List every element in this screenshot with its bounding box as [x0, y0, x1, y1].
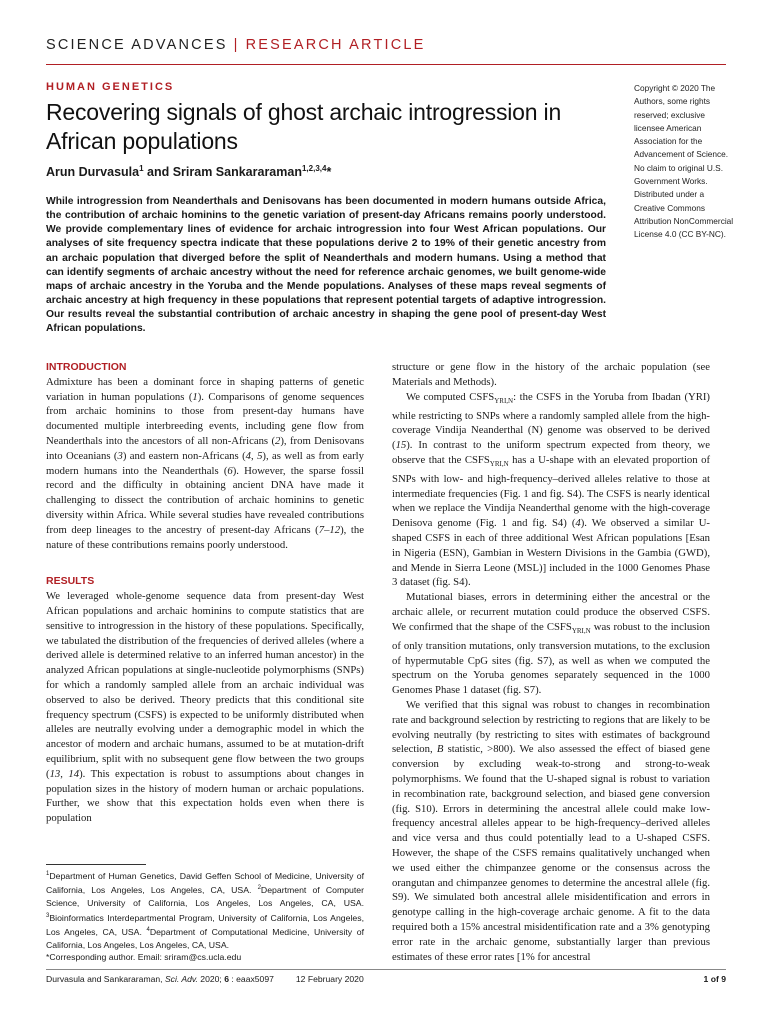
- text-run: We verified that this signal was robust to changes in recombination rate and background selection by restricting to regions that are likely to be evolving neutrally (by restricting to sites with estimates of background selection,: [392, 698, 710, 756]
- text-run: ). However, the sparse fossil record and the difficulty in obtaining ancient DNA have made it challenging to dissect the contribution of archaic hominins to genetic diversity within Africa. While several studies have revealed contributions from deep lineages to the ancestry of present-day Africans (: [46, 464, 364, 536]
- paper-title: Recovering signals of ghost archaic introgression in African populations: [46, 99, 562, 154]
- affiliation-number: 3: [46, 912, 50, 919]
- section-heading-introduction: INTRODUCTION: [46, 361, 127, 373]
- affiliations-footnote: [46, 868, 364, 964]
- publication-date: 12 February 2020: [295, 974, 364, 984]
- affiliation-text: Department of Computer Science, University of California, Los Angeles, Los Angeles, CA, USA.: [46, 885, 364, 908]
- citation-link[interactable]: 7–12: [318, 523, 341, 536]
- header-separator: |: [233, 37, 240, 53]
- citation-link[interactable]: 14: [68, 767, 80, 780]
- section-gap: [46, 552, 364, 574]
- citation-link[interactable]: 15: [395, 439, 407, 452]
- journal-name: SCIENCE ADVANCES: [46, 37, 228, 53]
- affiliation-number: 1: [46, 871, 50, 877]
- citation-link[interactable]: 5: [257, 449, 263, 462]
- text-run: was robust to the inclusion of only transition mutations, only transversion mutations, to the exclusion of hypermutable CpG sites (fig. S7), as well as when we computed the spectrum on the Yoruba genomes separately sequenced in the 1000 Genomes Phase 1 dataset (fig. S7).: [392, 620, 710, 697]
- section-heading-results: RESULTS: [46, 575, 95, 588]
- citation-article: : eaax5097: [228, 974, 274, 984]
- text-run: ). This expectation is robust to assumptions about changes in population sizes in the history of modern human or archaic populations. Further, we show that this expectation holds even when there is population: [46, 767, 364, 825]
- subscript: YRI,N: [489, 460, 509, 469]
- paragraph: [392, 390, 710, 591]
- text-run: ), the nature of these contributions remains poorly understood.: [46, 523, 364, 551]
- footnote-rule: [46, 864, 146, 865]
- section-label: HUMAN GENETICS: [46, 81, 175, 93]
- text-run: We computed CSFS: [406, 390, 495, 403]
- footer-rule: [46, 969, 726, 970]
- citation-link[interactable]: 1: [192, 390, 198, 403]
- subscript: YRI,N: [571, 626, 591, 635]
- text-run: ,: [60, 767, 69, 780]
- text-run: statistic, >800). We also assessed the effect of biased gene conversion by excluding weak-to-strong and strong-to-weak polymorphisms. We found that the U-shaped signal is robust to variation in recombination rate, background selection, and biased gene conversion (fig. S10). Errors in determining the ancestral allele could make low-frequency ancestral alleles appear to be high-frequency–derived alleles and vice versa and thus could potentially lead to a U-shaped CSFS. However, the shape of the CSFS remains qualitatively unchanged when we used either the chimpanzee genome or the consensus across the orangutan and chimpanzee genomes to determine the ancestral allele (fig. S9). We simulated both ancestral allele misidentification and errors in genotype calling in the high-coverage archaic genome. A fit to the data required both a 15% ancestral misidentification rate and a 3% genotyping error rate in the archaic genome, substantially larger than previous estimates of these error rates [1% for ancestral: [392, 743, 710, 963]
- text-run: ). We observed a similar U-shaped CSFS in each of three additional West African populations [Esan in Nigeria (ESN), Gambian in Western Divisions in the Gambia (GWD), and Mende in Sierra Leone (MSL)] included in the 1000 Genomes Phase 3 dataset (fig. S4).: [392, 517, 710, 589]
- copyright-notice: Copyright © 2020 The Authors, some rights reserved; exclusive licensee American Association for the Advancement of Science. No claim to original U.S. Government Works. Distributed under a Creative Commons Attribution NonCommercial License 4.0 (CC BY-NC).: [634, 83, 734, 240]
- header-rule: [46, 64, 726, 65]
- citation-link[interactable]: 4: [575, 517, 581, 530]
- citation-link[interactable]: 2: [275, 434, 281, 447]
- author-list: [46, 164, 331, 179]
- citation-link[interactable]: 13: [49, 767, 61, 780]
- text-run: We leveraged whole-genome sequence data from present-day West African populations and archaic hominins to compute statistics that are sensitive to introgression in the history of these populations. Specifically, we tabulated the distribution of the frequencies of derived alleles (where a derived allele is determined relative to an inferred human ancestor) in the analyzed African populations at single-nucleotide polymorphisms (SNPs) for which a randomly sampled allele from an archaic individual was observed to also be derived. Theory predicts that this conditional site frequency spectrum (CSFS) is expected to be uniformly distributed when alleles are neutrally evolving under a demographic model in which the ancestor of modern and archaic humans, assumed to be at mutation-drift equilibrium, split with no subsequent gene flow between the two groups (: [46, 590, 364, 780]
- text-run: has a U-shape with an elevated proportion of SNPs with low- and high-frequency–derived alleles relative to those at intermediate frequencies (Fig. 1 and fig. S4). The CSFS is nearly identical when we replace the Vindija Neanderthal genome with the high-coverage Denisova genome (Fig. 1 and fig. S4) (: [392, 453, 711, 530]
- paragraph: [392, 590, 710, 698]
- author-name: Arun Durvasula: [46, 165, 140, 180]
- abstract: While introgression from Neanderthals and Denisovans has been documented in modern humans outside Africa, the contribution of archaic hominins to the genetic variation of present-day Africans remains poorly understood. We provide complementary lines of evidence for archaic introgression into four West African populations. Our analyses of site frequency spectra indicate that these populations derive 2 to 19% of their genetic ancestry from an archaic population that diverged before the split of Neanderthals and modern humans. Using a method that can identify segments of archaic ancestry without the need for reference archaic genomes, we built genome-wide maps of archaic ancestry in the Yoruba and the Mende populations. Analyses of these maps reveal segments of archaic ancestry at high frequency in these populations that represent potential targets of adaptive introgression. Our results reveal the substantial contribution of archaic ancestry in shaping the gene pool of present-day West African populations.: [46, 196, 606, 335]
- text-run: Mutational biases, errors in determining either the ancestral or the archaic allele, or recurrent mutation could produce the observed CSFS. We confirmed that the shape of the CSFS: [392, 591, 710, 633]
- author-affiliation: 1,2,3,4: [301, 164, 327, 173]
- text-run: ,: [251, 449, 258, 462]
- author-conjunction: and: [143, 165, 173, 180]
- text-run: ). In contrast to the uniform spectrum expected from theory, we observe that the CSFS: [392, 439, 710, 466]
- citation-volume: 6: [224, 974, 229, 984]
- affiliation-text: Bioinformatics Interdepartmental Program, University of California, Los Angeles, Los Angeles, CA, USA.: [46, 912, 364, 937]
- left-column: [46, 360, 364, 826]
- affiliation-text: Department of Computational Medicine, University of California, Los Angeles, Los Angeles, CA, USA.: [46, 926, 364, 950]
- citation-authors: Durvasula and Sankararaman,: [46, 974, 165, 984]
- text-run: Admixture has been a dominant force in shaping patterns of genetic variation in human populations (: [46, 375, 364, 403]
- subscript: YRI,N: [494, 396, 514, 405]
- paragraph: [46, 589, 364, 826]
- paragraph: structure or gene flow in the history of the archaic population (see Materials and Methods).: [392, 361, 710, 388]
- affiliation-number: 4: [146, 927, 150, 934]
- right-column: [392, 360, 710, 964]
- affiliation-number: 2: [257, 885, 261, 892]
- citation-link[interactable]: 3: [117, 449, 123, 462]
- affiliations: [46, 868, 364, 951]
- citation-link[interactable]: 6: [227, 464, 233, 477]
- paragraph: [392, 698, 710, 964]
- citation-link[interactable]: 4: [245, 449, 251, 462]
- page-number: 1 of 9: [703, 974, 726, 984]
- text-run: ), as well as from early modern humans into the Neanderthals (: [46, 449, 364, 477]
- text-run: ), from Denisovans into Oceanians (: [46, 434, 365, 462]
- affiliation-text: Department of Human Genetics, David Geffen School of Medicine, University of California, Los Angeles, Los Angeles, CA, USA.: [46, 870, 364, 896]
- citation-year: 2020;: [197, 974, 225, 984]
- text-run: : the CSFS in the Yoruba from Ibadan (YRI) while restricting to SNPs where a randomly sampled allele from the high-coverage Vindija Neanderthal (N) genome was observed to be derived (: [392, 390, 710, 452]
- text-run: ) and eastern non-Africans (: [122, 449, 246, 462]
- corresponding-mark: *: [326, 165, 332, 180]
- paragraph: [46, 375, 364, 553]
- text-run: ). Comparisons of genome sequences from archaic hominins to those from present-day humans have documented multiple interbreeding events, including gene flow from Neanderthals into the ancestors of all non-Africans (: [46, 390, 364, 447]
- journal-header: [46, 37, 426, 53]
- author-affiliation: 1: [139, 164, 144, 173]
- corresponding-author: *Corresponding author. Email: sriram@cs.ucla.edu: [46, 952, 242, 963]
- author-name: Sriram Sankararaman: [172, 165, 302, 180]
- article-type: RESEARCH ARTICLE: [245, 37, 426, 53]
- footer-citation: [46, 974, 364, 984]
- citation-journal: Sci. Adv.: [164, 974, 198, 984]
- italic-symbol: B: [436, 743, 444, 756]
